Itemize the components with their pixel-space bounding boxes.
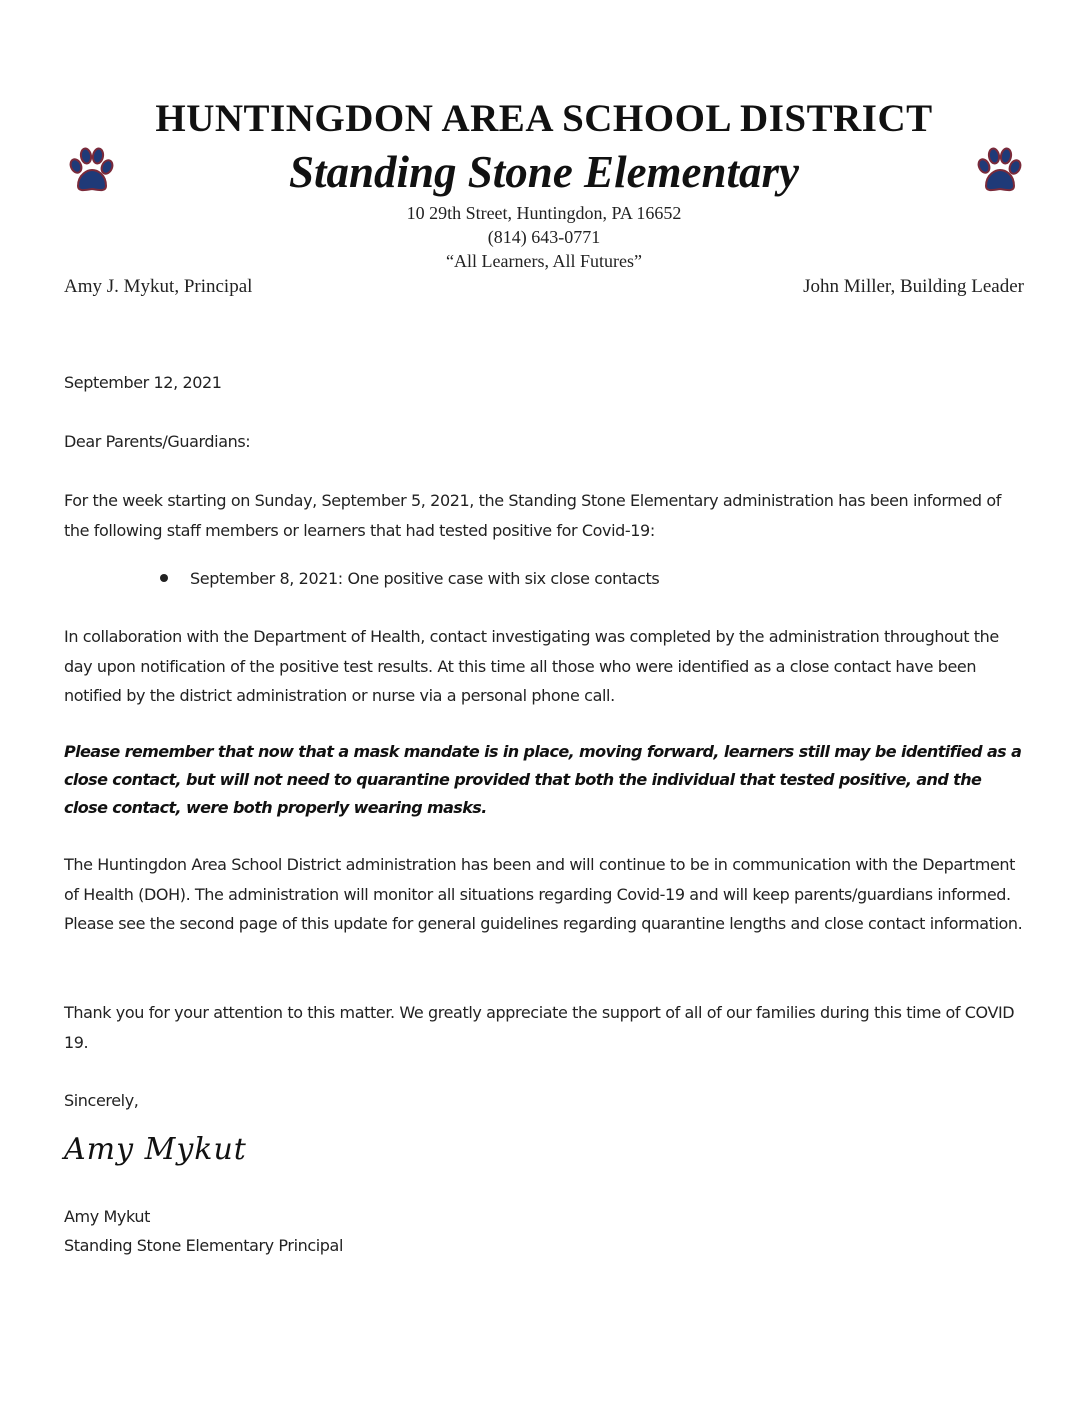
case-text: September 8, 2021: One positive case with six close contacts <box>190 569 660 588</box>
salutation: Dear Parents/Guardians: <box>64 432 251 451</box>
handwritten-signature: Amy Mykut <box>64 1132 247 1167</box>
paragraph-contact-tracing: In collaboration with the Department of Health, contact investigating was completed by the administration throughout the day upon notification of the positive test results. At this time all those who were identified as a close contact have been notified by the district administration or nurse via a personal phone call. <box>64 627 999 705</box>
closing: Sincerely, <box>64 1091 139 1110</box>
bullet-icon <box>160 574 168 582</box>
signer-title: Standing Stone Elementary Principal <box>64 1236 344 1255</box>
school-address: 10 29th Street, Huntingdon, PA 16652 <box>406 203 682 223</box>
school-name: Standing Stone Elementary <box>288 147 800 197</box>
letter-date: September 12, 2021 <box>64 373 222 392</box>
signer-name: Amy Mykut <box>64 1207 150 1226</box>
case-list-item <box>160 564 960 594</box>
paragraph-intro: For the week starting on Sunday, September 5, 2021, the Standing Stone Elementary administration has been informed of the following staff members or learners that had tested positive for Covid-19: <box>64 491 1001 540</box>
district-name: HUNTINGDON AREA SCHOOL DISTRICT <box>155 97 933 140</box>
building-leader-name: John Miller, Building Leader <box>803 276 1024 297</box>
paragraph-mask-reminder: Please remember that now that a mask mandate is in place, moving forward, learners still may be identified as a close contact, but will not need to quarantine provided that both the individual that tested positive, and the close contact, were both properly wearing masks. <box>64 742 1022 817</box>
paragraph-thanks: Thank you for your attention to this matter. We greatly appreciate the support of all of our families during this time of COVID 19. <box>64 1003 1015 1052</box>
paragraph-communication: The Huntingdon Area School District administration has been and will continue to be in communication with the Department of Health (DOH). The administration will monitor all situations regarding Covid-19 and will keep parents/guardians informed. Please see the second page of this update for general guidelines regarding quarantine lengths and close contact information. <box>64 855 1023 933</box>
principal-name: Amy J. Mykut, Principal <box>64 276 253 297</box>
school-motto: “All Learners, All Futures” <box>446 251 642 271</box>
school-phone: (814) 643-0771 <box>487 227 601 247</box>
